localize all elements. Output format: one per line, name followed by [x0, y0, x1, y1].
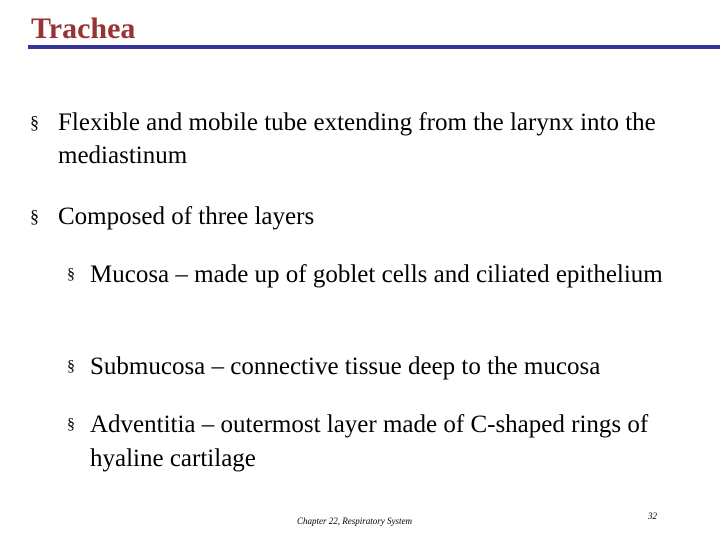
footer-chapter-label: Chapter 22, Respiratory System: [297, 516, 412, 526]
page-number: 32: [648, 511, 657, 521]
sub-bullet-item-adventitia: [67, 408, 697, 476]
slide-title: Trachea: [31, 12, 136, 45]
sub-bullet-text: Submucosa – connective tissue deep to the mucosa: [90, 353, 601, 380]
bullet-marker: §: [30, 206, 39, 226]
sub-bullet-marker: §: [67, 358, 75, 375]
sub-bullet-marker: §: [67, 266, 75, 283]
sub-bullet-text: Mucosa – made up of goblet cells and ciliated epithelium: [90, 261, 663, 288]
bullet-text: Composed of three layers: [58, 203, 315, 230]
bullet-text: Flexible and mobile tube extending from the larynx into the mediastinum: [58, 109, 656, 169]
sub-bullet-text: Adventitia – outermost layer made of C-shaped rings of hyaline cartilage: [90, 411, 649, 472]
bullet-item-trachea-description: [30, 106, 700, 172]
sub-bullet-item-mucosa: [67, 258, 697, 292]
bullet-item-layers: [30, 200, 700, 233]
sub-bullet-item-submucosa: [67, 350, 697, 384]
bullet-marker: §: [30, 112, 39, 132]
sub-bullet-marker: §: [67, 416, 75, 433]
title-underline-rule: [28, 45, 720, 49]
